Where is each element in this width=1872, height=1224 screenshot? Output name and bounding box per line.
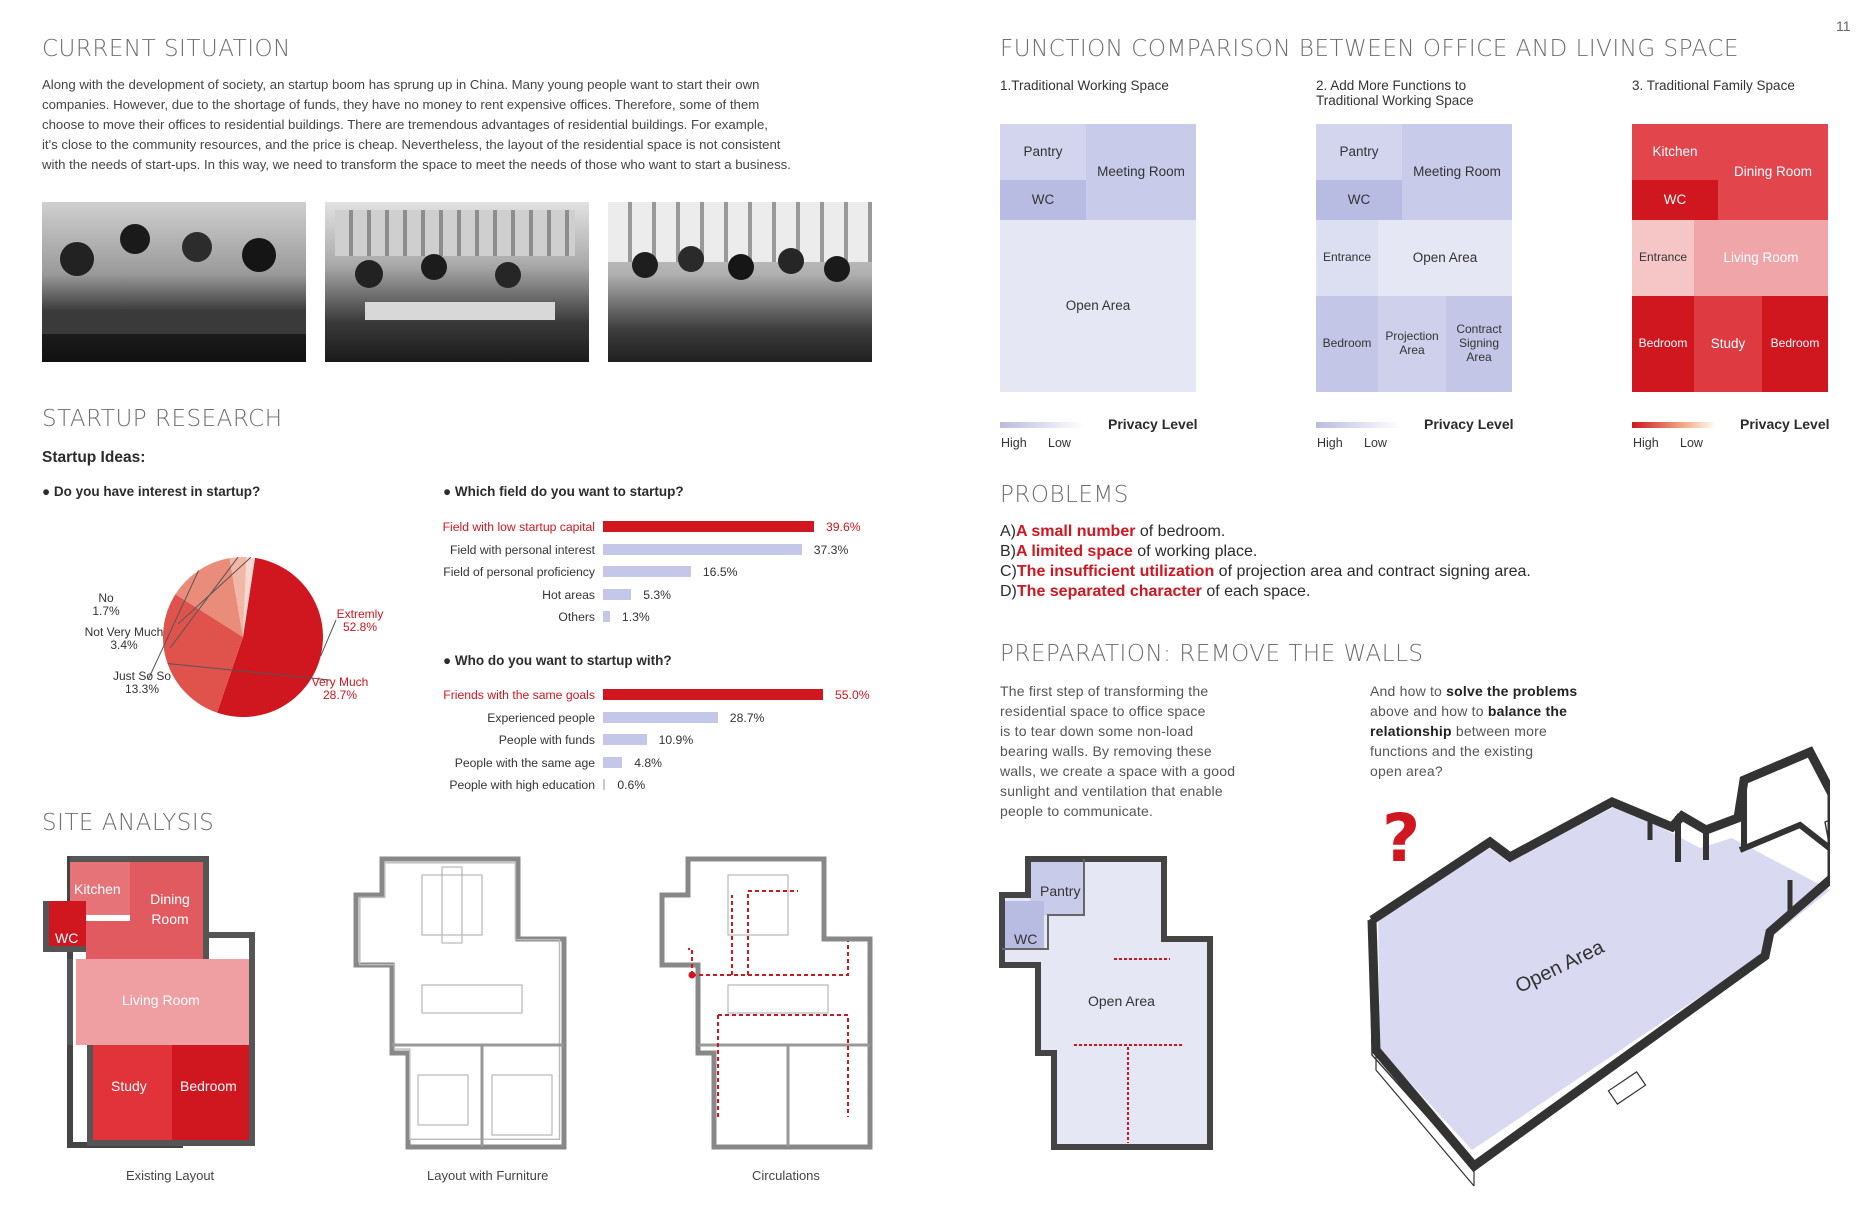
paragraph-line: is to tear down some non-load (1000, 723, 1194, 739)
paragraph-line: functions and the existing (1370, 743, 1534, 759)
plan-wc: WC (1014, 931, 1038, 947)
bar (603, 544, 802, 555)
paragraph-line: bearing walls. By removing these (1000, 743, 1212, 759)
page-number: 11 (1836, 18, 1851, 34)
question-mark: ? (1382, 800, 1421, 877)
open-office-photo (325, 202, 589, 362)
privacy-label: Privacy Level (1740, 416, 1830, 432)
privacy-label: Privacy Level (1424, 416, 1514, 432)
bar (603, 689, 823, 700)
bar-category-label: People with high education (449, 778, 595, 793)
startup-ideas-subtitle: Startup Ideas: (42, 449, 146, 466)
problems-title: PROBLEMS (1000, 482, 1129, 508)
pie-value-label: 28.7% (322, 688, 358, 702)
pie-value-label: 52.8% (342, 620, 378, 634)
paragraph-line: And how to solve the problems (1370, 683, 1578, 699)
privacy-low: Low (1048, 436, 1071, 450)
paragraph-line: choose to move their offices to residential buildings. There are tremendous advantages of residential buildings. For example, (42, 116, 768, 132)
privacy-gradient (1000, 422, 1084, 428)
caption-circulations: Circulations (752, 1168, 820, 1183)
preparation-title: PREPARATION: REMOVE THE WALLS (1000, 641, 1424, 667)
cell-bedroom: Bedroom (1316, 296, 1378, 392)
question-partner: ● Who do you want to startup with? (443, 653, 672, 668)
col1-title: 1.Traditional Working Space (1000, 78, 1169, 93)
function-comparison-title: FUNCTION COMPARISON BETWEEN OFFICE AND LIVING SPACE (1000, 36, 1739, 62)
plan-open-area: Open Area (1088, 993, 1155, 1009)
traditional-working-diagram (1000, 124, 1196, 392)
paragraph-line: The first step of transforming the (1000, 683, 1209, 699)
paragraph-line: companies. However, due to the shortage of funds, they have no money to rent expensive offices. Therefore, some of them (42, 96, 760, 112)
caption-existing-layout: Existing Layout (126, 1168, 215, 1183)
bar-category-label: Others (558, 610, 595, 625)
pie-label: Extremly (336, 607, 384, 621)
cell-wc: WC (1632, 180, 1718, 220)
cell-open-area: Open Area (1000, 220, 1196, 392)
cell-bedroom: Bedroom (1762, 296, 1828, 392)
paragraph-line: with the needs of start-ups. In this way, we need to transform the space to meet the needs of those who want to start a business. (42, 156, 791, 172)
current-situation-title: CURRENT SITUATION (42, 36, 291, 62)
cell-pantry: Pantry (1316, 124, 1402, 180)
paragraph-line: residential space to office space (1000, 703, 1206, 719)
bar (603, 589, 631, 600)
cell-projection-area: Projection Area (1378, 296, 1446, 392)
bar-category-label: People with the same age (454, 755, 595, 770)
current-situation-text (42, 75, 882, 175)
bar (603, 521, 814, 532)
team-group-photo (608, 202, 872, 362)
privacy-label: Privacy Level (1108, 416, 1198, 432)
bar-category-label: People with funds (498, 733, 595, 748)
iso-open-area-label: Open Area (1512, 936, 1608, 998)
pie-value-label: 1.7% (92, 604, 120, 618)
cell-living-room: Living Room (1694, 220, 1828, 296)
bar (603, 734, 647, 745)
col2-title (1316, 78, 1474, 108)
bar-value-label: 37.3% (813, 542, 849, 557)
privacy-gradient (1316, 422, 1400, 428)
bar-value-label: 16.5% (702, 565, 738, 580)
cell-kitchen: Kitchen (1632, 124, 1718, 180)
bar-value-label: 5.3% (643, 587, 672, 602)
bar-category-label: Friends with the same goals (443, 688, 595, 702)
pie-value-label: 13.3% (124, 682, 160, 696)
privacy-low: Low (1364, 436, 1387, 450)
col2-title-line: Traditional Working Space (1316, 93, 1474, 108)
room-wc: WC (55, 930, 79, 946)
cell-wc: WC (1000, 180, 1086, 220)
bar-value-label: 28.7% (729, 710, 765, 725)
bar-value-label: 39.6% (826, 520, 861, 534)
cell-bedroom: Bedroom (1632, 296, 1694, 392)
bar-category-label: Field with personal interest (450, 542, 595, 557)
added-functions-diagram (1316, 124, 1512, 392)
room-kitchen: Kitchen (74, 881, 121, 897)
problem-item: B)A limited space of working place. (1000, 543, 1258, 560)
col3-title: 3. Traditional Family Space (1632, 78, 1795, 93)
bar (603, 712, 718, 723)
privacy-gradient (1632, 422, 1716, 428)
problem-item: A)A small number of bedroom. (1000, 523, 1226, 540)
col2-title-line: 2. Add More Functions to (1316, 78, 1467, 93)
pie-label: Just So So (112, 669, 172, 683)
furniture-layout-plan (352, 855, 567, 1150)
cell-entrance: Entrance (1632, 220, 1694, 296)
bar (603, 779, 605, 790)
bar-value-label: 55.0% (835, 688, 870, 702)
caption-furniture-layout: Layout with Furniture (427, 1168, 549, 1183)
bar (603, 566, 691, 577)
pie-value-label: 3.4% (110, 638, 138, 652)
pie-label: Very Much (311, 675, 369, 689)
cell-entrance: Entrance (1316, 220, 1378, 296)
bar-value-label: 10.9% (658, 733, 694, 748)
bar-category-label: Field with low startup capital (442, 520, 595, 534)
room-living: Living Room (122, 992, 200, 1008)
cell-wc: WC (1316, 180, 1402, 220)
paragraph-line: relationship between more (1370, 723, 1547, 739)
pie-leader-line (321, 620, 336, 656)
bar-value-label: 4.8% (634, 755, 662, 770)
privacy-high: High (1001, 436, 1027, 450)
problem-item: D)The separated character of each space. (1000, 583, 1311, 600)
paragraph-line: open area? (1370, 763, 1443, 779)
problem-item: C)The insufficient utilization of projection area and contract signing area. (1000, 563, 1531, 580)
paragraph-line: Along with the development of society, an startup boom has sprung up in China. Many young people want to start their own (42, 77, 760, 92)
site-analysis-title: SITE ANALYSIS (42, 810, 215, 836)
paragraph-line: walls, we create a space with a good (1000, 763, 1236, 779)
room-bedroom: Bedroom (180, 1078, 237, 1094)
startup-research-title: STARTUP RESEARCH (42, 406, 283, 432)
circulation-plan (658, 855, 873, 1150)
paragraph-line: sunlight and ventilation that enable (1000, 783, 1223, 799)
family-space-diagram (1632, 124, 1828, 392)
cell-pantry: Pantry (1000, 124, 1086, 180)
cell-study: Study (1694, 296, 1762, 392)
cell-open-area: Open Area (1378, 220, 1512, 296)
privacy-high: High (1317, 436, 1343, 450)
cell-dining-room: Dining Room (1718, 124, 1828, 220)
pie-label: Not Very Much (84, 625, 164, 639)
pie-label: No (98, 591, 114, 605)
cell-meeting-room: Meeting Room (1086, 124, 1196, 220)
team-meeting-photo (42, 202, 306, 362)
privacy-high: High (1633, 436, 1659, 450)
bar-category-label: Field of personal proficiency (443, 565, 595, 580)
cell-contract-signing: Contract Signing Area (1446, 296, 1512, 392)
room-study: Study (111, 1078, 147, 1094)
question-interest: ● Do you have interest in startup? (42, 484, 261, 499)
paragraph-line: people to communicate. (1000, 803, 1154, 819)
bar-category-label: Hot areas (542, 587, 595, 602)
preparation-left-text (1000, 681, 1235, 821)
room-dining: Dining Room (150, 891, 190, 927)
paragraph-line: above and how to balance the (1370, 703, 1568, 719)
paragraph-line: it's close to the community resources, and the price is cheap. Nevertheless, the layout of the residential space is not consistent (42, 136, 781, 152)
bar (603, 757, 622, 768)
bar-value-label: 1.3% (621, 610, 650, 625)
plan-pantry: Pantry (1040, 883, 1081, 899)
bar-category-label: Experienced people (487, 710, 595, 725)
privacy-low: Low (1680, 436, 1703, 450)
question-field: ● Which field do you want to startup? (443, 484, 684, 499)
bar-value-label: 0.6% (617, 778, 646, 793)
bar (603, 611, 610, 622)
cell-meeting-room: Meeting Room (1402, 124, 1512, 220)
